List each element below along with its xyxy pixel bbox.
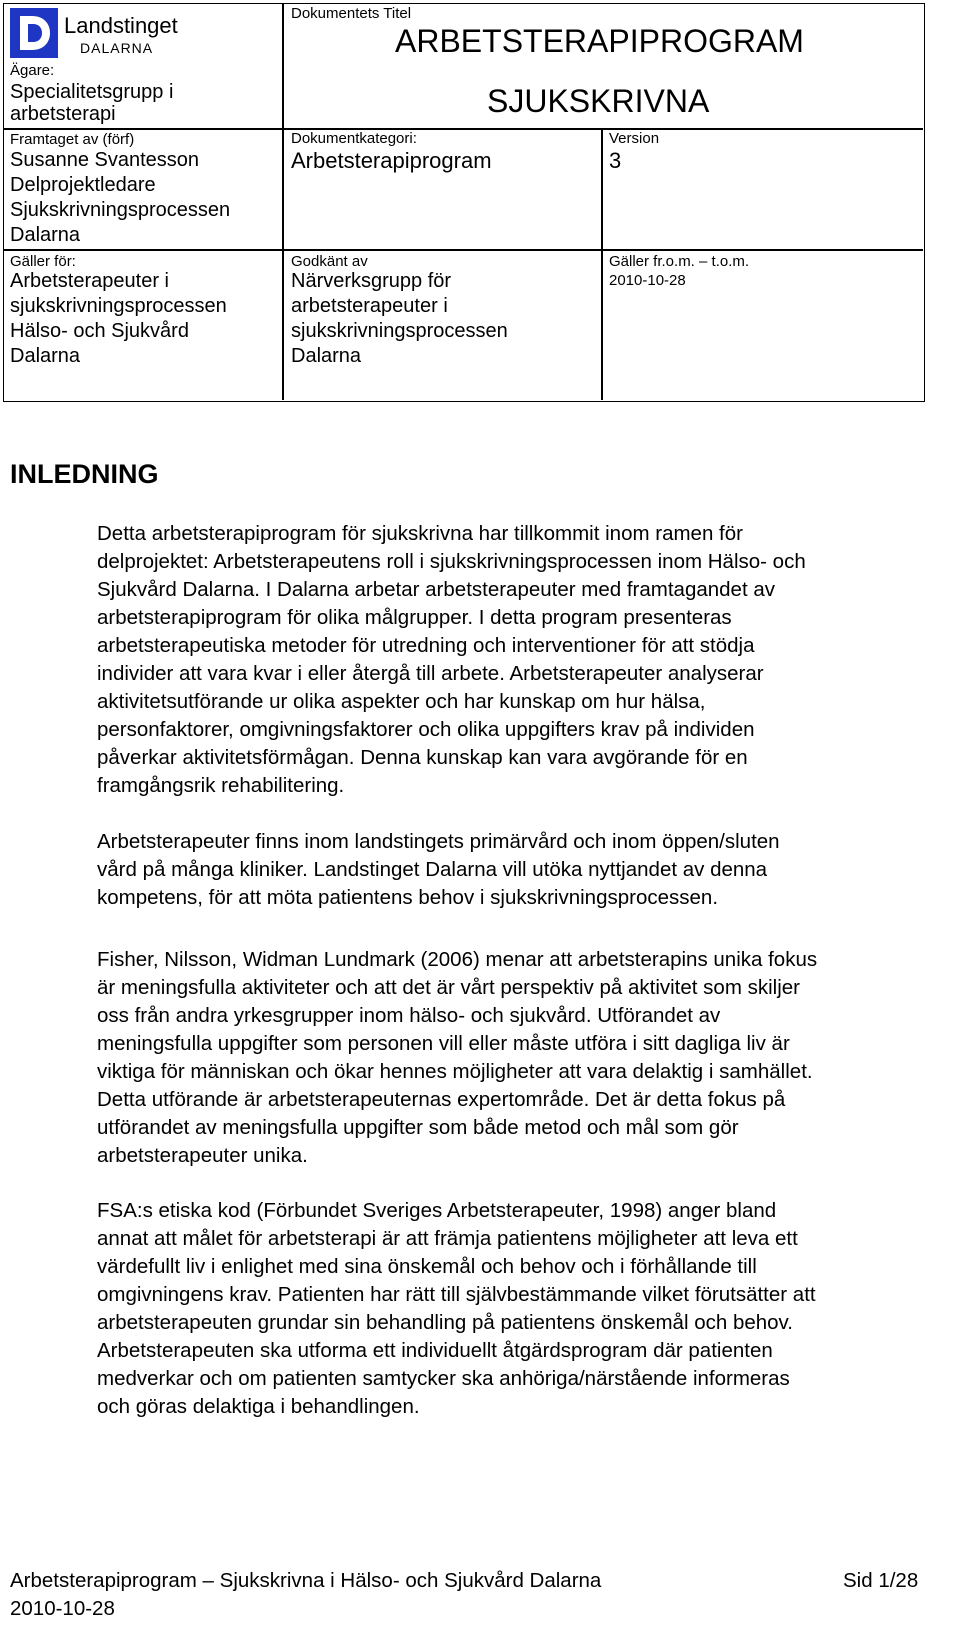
footer-date: 2010-10-28 — [10, 1597, 115, 1620]
paragraph-line: delprojektet: Arbetsterapeutens roll i sjukskrivningsprocessen inom Hälso- och — [97, 550, 806, 573]
paragraph — [97, 946, 959, 1170]
paragraph-line: Arbetsterapeuter finns inom landstingets primärvård och inom öppen/sluten — [97, 830, 780, 853]
paragraph-line: är meningsfulla aktiviteter och att det är vårt perspektiv på aktivitet som skiljer — [97, 976, 800, 999]
paragraph-line: oss från andra yrkesgrupper inom hälso- och sjukvård. Utförandet av — [97, 1004, 721, 1027]
logo-region: DALARNA — [80, 40, 154, 56]
approved-by-value-line: Närverksgrupp för — [291, 270, 452, 292]
header-divider — [4, 128, 282, 130]
paragraph-line: utförandet av meningsfulla uppgifter som både metod och mål som gör — [97, 1116, 739, 1139]
author-label: Framtaget av (förf) — [10, 131, 135, 148]
validity-label: Gäller fr.o.m. – t.o.m. — [609, 253, 750, 270]
applies-to-value-line: Hälso- och Sjukvård — [10, 320, 189, 342]
header-divider — [601, 128, 603, 400]
paragraph-line: annat att målet för arbetsterapi är att främja patientens möjligheter att leva ett — [97, 1227, 798, 1250]
paragraph-line: personfaktorer, omgivningsfaktorer och olika uppgifters krav på individen — [97, 718, 755, 741]
paragraph — [97, 828, 959, 912]
header-divider — [4, 249, 282, 251]
applies-to-label: Gäller för: — [10, 253, 76, 270]
approved-by-value-line: sjukskrivningsprocessen — [291, 320, 508, 342]
paragraph-line: Detta arbetsterapiprogram för sjukskrivna har tillkommit inom ramen för — [97, 522, 743, 545]
paragraph-line: arbetsterapeutiska metoder för utredning och interventioner för att stödja — [97, 634, 755, 657]
category-value: Arbetsterapiprogram — [291, 148, 492, 173]
doc-title-line-1: ARBETSTERAPIPROGRAM — [395, 23, 804, 59]
landstinget-logo — [10, 8, 190, 58]
footer-doc-name: Arbetsterapiprogram – Sjukskrivna i Hälso- och Sjukvård Dalarna — [10, 1569, 602, 1592]
paragraph-line: aktivitetsutförande ur olika aspekter och har kunskap om hur hälsa, — [97, 690, 706, 713]
applies-to-value-line: sjukskrivningsprocessen — [10, 295, 227, 317]
paragraph-line: viktiga för människan och ökar hennes möjligheter att vara delaktig i samhället. — [97, 1060, 813, 1083]
paragraph-line: arbetsterapeuter unika. — [97, 1144, 308, 1167]
author-value-line: Sjukskrivningsprocessen — [10, 199, 231, 221]
header-divider — [282, 249, 923, 251]
paragraph-line: Sjukvård Dalarna. I Dalarna arbetar arbetsterapeuter med framtagandet av — [97, 578, 776, 601]
logo-mark-icon — [10, 8, 58, 58]
paragraph-line: FSA:s etiska kod (Förbundet Sveriges Arbetsterapeuter, 1998) anger bland — [97, 1199, 777, 1222]
applies-to-value-line: Arbetsterapeuter i — [10, 270, 169, 292]
paragraph-line: kompetens, för att möta patientens behov i sjukskrivningsprocessen. — [97, 886, 719, 909]
paragraph-line: meningsfulla uppgifter som personen vill eller måste utföra i sitt dagliga liv är — [97, 1032, 790, 1055]
owner-value-line: arbetsterapi — [10, 103, 116, 125]
section-heading: INLEDNING — [10, 459, 159, 489]
paragraph-line: Detta utförande är arbetsterapeuternas expertområde. Det är detta fokus på — [97, 1088, 786, 1111]
approved-by-label: Godkänt av — [291, 253, 368, 270]
paragraph-line: omgivningens krav. Patienten har rätt till självbestämmande vilket förutsätter att — [97, 1283, 816, 1306]
doc-title-label: Dokumentets Titel — [291, 5, 412, 22]
owner-label: Ägare: — [10, 62, 55, 79]
paragraph-line: vård på många kliniker. Landstinget Dalarna vill utöka nyttjandet av denna — [97, 858, 768, 881]
paragraph — [97, 1197, 959, 1421]
category-label: Dokumentkategori: — [291, 130, 417, 147]
paragraph-line: och göras delaktiga i behandlingen. — [97, 1395, 420, 1418]
paragraph-line: Fisher, Nilsson, Widman Lundmark (2006) menar att arbetsterapins unika fokus — [97, 948, 818, 971]
paragraph-line: värdefullt liv i enlighet med sina önskemål och behov och i förhållande till — [97, 1255, 757, 1278]
owner-value-line: Specialitetsgrupp i — [10, 81, 174, 103]
author-value-line: Dalarna — [10, 224, 81, 246]
validity-value: 2010-10-28 — [609, 272, 686, 289]
logo-name: Landstinget — [64, 13, 178, 38]
version-label: Version — [609, 130, 660, 147]
footer-page-number: Sid 1/28 — [843, 1569, 919, 1592]
applies-to-value-line: Dalarna — [10, 345, 81, 367]
paragraph-line: Arbetsterapeuten ska utforma ett individuellt åtgärdsprogram där patienten — [97, 1339, 773, 1362]
paragraph-line: framgångsrik rehabilitering. — [97, 774, 345, 797]
author-value-line: Susanne Svantesson — [10, 149, 200, 171]
paragraph-line: arbetsterapiprogram för olika målgrupper. I detta program presenteras — [97, 606, 732, 629]
paragraph-line: individer att vara kvar i eller återgå till arbete. Arbetsterapeuter analyserar — [97, 662, 764, 685]
paragraph-line: arbetsterapeuten grundar sin behandling på patientens önskemål och behov. — [97, 1311, 793, 1334]
author-value-line: Delprojektledare — [10, 174, 156, 196]
approved-by-value-line: arbetsterapeuter i — [291, 295, 448, 317]
doc-title-line-2: SJUKSKRIVNA — [487, 83, 710, 119]
header-divider — [282, 4, 284, 400]
paragraph — [97, 520, 959, 800]
paragraph-line: medverkar och om patienten samtycker ska anhöriga/närstående informeras — [97, 1367, 790, 1390]
paragraph-line: påverkar aktivitetsförmågan. Denna kunskap kan vara avgörande för en — [97, 746, 748, 769]
version-value: 3 — [609, 148, 622, 173]
approved-by-value-line: Dalarna — [291, 345, 362, 367]
